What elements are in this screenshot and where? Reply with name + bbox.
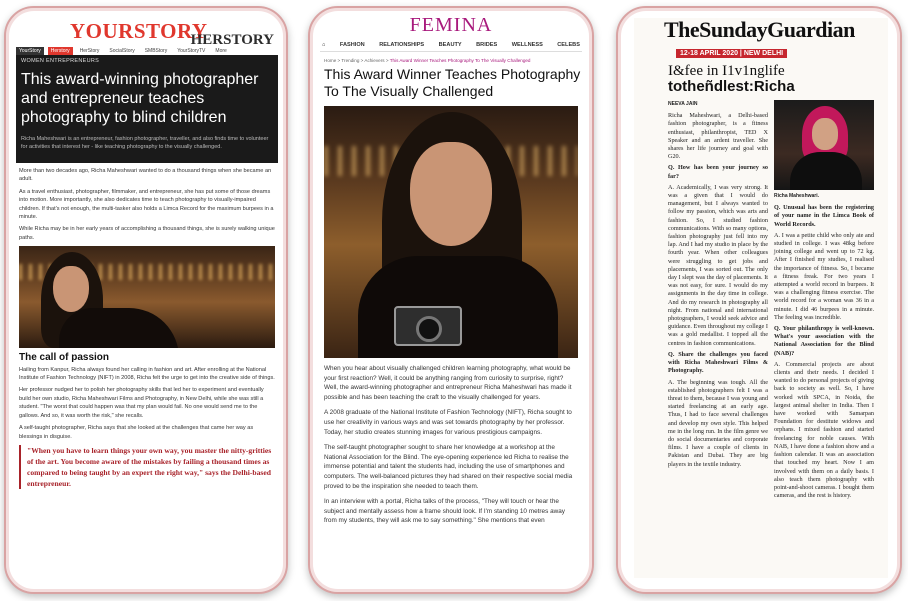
femina-logo[interactable]: FEMINA — [409, 14, 493, 36]
yourstory-hero — [16, 55, 278, 163]
femina-nav — [320, 38, 582, 52]
nav-item[interactable]: SocialStory — [109, 47, 135, 54]
article-subtitle: Richa Maheshwari is an entrepreneur, fashion photographer, traveller, and also finds time to volunteer for activities that interest her - like teaching photography to the visually challenged. — [21, 136, 269, 150]
paragraph: Hailing from Kanpur, Richa always found her calling in fashion and art. After enrolling at the National Institute of Fashion Technology (NIFT) in 2008, Richa felt the urge to get into the creative side of things. — [19, 366, 275, 382]
section-heading: The call of passion — [19, 352, 110, 364]
pull-quote: "When you have to learn things your own way, you master the nitty-gritties of the art. You become aware of the mistakes by failing a thousand times as compared to being taught by an expert the right way," says the Delhi-based entrepreneur. — [19, 445, 275, 489]
paragraph: As a travel enthusiast, photographer, filmmaker, and entrepreneur, she has put some of those dreams into motion. More importantly, she also dedicates time to teach photography to visually-impaired children. If that's not enough, the multi-tasker also holds a Limca Record for the maximum burpees in a minute. — [19, 188, 274, 221]
paragraph: The self-taught photographer sought to share her knowledge at a workshop at the National Association for the Blind. The eye-opening experience led Richa to realise the immense potential and talent the students had, including the use of smartphones and computers. The well-balanced pictures they had shared on their respective social media proved to be the inspiration she needed to teach them. — [324, 444, 573, 490]
femina-phone-frame — [308, 6, 594, 594]
nav-item[interactable]: RELATIONSHIPS — [379, 41, 425, 48]
intro-paragraph: Richa Maheshwari, a Delhi-based fashion photographer, is a fitness enthusiast, philanthropist, TED X Speaker and an ardent traveller. She shares her life journey and goal with G20. — [668, 112, 768, 161]
article-body — [320, 364, 582, 526]
yourstory-header — [16, 16, 278, 48]
breadcrumb: Home > Trending > Achievers > This Award Winner Teaches Photography To The Visually Challenged — [324, 58, 531, 63]
article-columns — [634, 94, 888, 503]
guardian-logo: TheSundayGuardian — [664, 18, 855, 42]
article-title: This Award Winner Teaches Photography To The Visually Challenged — [324, 66, 581, 99]
paragraph: A self-taught photographer, Richa says that she looked at the challenges that came her way as blessings in disguise. — [19, 425, 254, 440]
author-byline: NEEVA JAIN — [668, 101, 698, 107]
nav-item[interactable]: More — [215, 47, 227, 54]
category-label[interactable]: WOMEN ENTREPRENEURS — [21, 58, 100, 64]
yourstory-article[interactable] — [16, 16, 278, 578]
yourstory-phone-frame — [4, 6, 288, 594]
portrait-photo — [774, 100, 874, 190]
femina-article[interactable] — [320, 14, 582, 580]
paragraph: A 2008 graduate of the National Institute of Fashion Technology (NIFT), Richa sought to use her creativity in various ways and was set towards photography by her professor. Today, her studio creates stunning images for various prestigious campaigns. — [324, 409, 572, 436]
portrait-photo — [19, 246, 275, 348]
nav-item[interactable]: YourStory — [16, 47, 44, 55]
yourstory-logo[interactable]: YOURSTORY — [70, 19, 208, 43]
question: Q. Your philanthropy is well-known. What's your association with the National Association for the Blind (NAB)? — [774, 325, 874, 357]
paragraph: While Richa may be in her early years of accomplishing a thousand things, she is surely walking unique paths. — [19, 226, 275, 241]
nav-item[interactable]: YourStoryTV — [177, 47, 206, 54]
nav-item[interactable]: Herstory — [48, 47, 73, 55]
nav-item[interactable]: FASHION — [339, 41, 365, 48]
guardian-article[interactable] — [634, 18, 888, 578]
guardian-phone-frame — [616, 6, 902, 594]
breadcrumb-home[interactable]: Home — [324, 58, 337, 63]
breadcrumb-trending[interactable]: Trending — [341, 58, 360, 63]
issue-date: 12-18 APRIL 2020 | NEW DELHI — [676, 49, 787, 58]
paragraph: Her professor nudged her to polish her photography skills that led her to experiment and eventually build her own studio, Richa Maheshwari Films and Photography, in New Delhi, while she was still a student. "The worst that could happen was that my plan would fail. No one would send me to the gallows. And so, it was worth the risk," she recalls. — [19, 387, 264, 419]
answer: A. Academically, I was very strong. It was a given that I would do management, but I always wanted to follow my passion, which was arts and fashion. So, I studied fashion communications. With so many options, fashion photography just fell into my lap. And I had my studio in place by the fourth year. When other colleagues were struggling to get jobs and placements, I was sorted out. The only day I slept was the day of placements. It was not easy, for sure. I would do my assignments in the day time in college. And do my research in photography all night. From national and international photographers, I would seek advice and guidance. Even throughout my college I was a gold medallist. I topped all the centres in fashion communications. — [668, 183, 768, 347]
paragraph: When you hear about visually challenged children learning photography, what would be your first reaction? Well, it could be anything ranging from curiosity to surprise, right? Well, the award-winning photographer and entrepreneur Richa Maheshwari has made it possible and has been teaching the craft to the visually challenged for years. — [324, 365, 572, 401]
column-right — [774, 100, 874, 503]
answer: A. I was a petite child who only ate and studied in college. I was 48kg before joining college and went up to 72 kg. After I finished my studies, I realised the importance of fitness. So, I became a fitness freak. For two years I attempted a world record in burpees. It was a challenging fitness exercise. The world record for a woman was 36 in a minute. I did 46 burpees in a minute. The feeling was incredible. — [774, 231, 874, 321]
home-icon[interactable]: ⌂ — [322, 41, 326, 48]
column-left — [668, 100, 768, 503]
herstory-logo[interactable]: HERSTORY — [190, 32, 274, 48]
headline-line-1: I&fee in I1v1nglife — [668, 63, 785, 79]
article-headline — [634, 64, 888, 94]
question: Q. Share the challenges you faced with Richa Maheshwari Films & Photography. — [668, 350, 768, 375]
nav-item[interactable]: BRIDES — [476, 41, 498, 48]
question: Q. Unusual has been the registering of your name in the Limca Book of World Records. — [774, 204, 874, 228]
nav-item[interactable]: CELEBS — [557, 41, 580, 48]
paragraph: In an interview with a portal, Richa talks of the process, "They will touch or hear the subject and mentally assess how a frame should look. If I'm standing 10 metres away from my students, they will ask me to say something." She mentions that even — [324, 498, 565, 525]
headline-line-2: totheñdlest:Richa — [668, 78, 795, 95]
answer: A. The beginning was tough. All the established photographers felt I was a threat to them, because I was young and started freelancing at an early age. Thus, I had to face several challenges and develop my own style. This helped me in the long run. In the film genre we do social documentaries and corporate films. I have a couple of clients in Pakistan and Dubai. They are big players in the textile industry. — [668, 378, 768, 468]
breadcrumb-current: This Award Winner Teaches Photography To The Visually Challenged — [389, 58, 531, 63]
paragraph: More than two decades ago, Richa Maheshwari wanted to do a thousand things when she became an adult. — [19, 168, 272, 183]
nav-item[interactable]: SMBStory — [144, 47, 168, 54]
article-title: This award-winning photographer and entrepreneur teaches photography to blind children — [21, 71, 259, 126]
nav-item[interactable]: WELLNESS — [511, 41, 543, 48]
question: Q. How has been your journey so far? — [668, 164, 768, 180]
article-body — [16, 163, 278, 489]
nav-item[interactable]: HerStory — [79, 47, 100, 54]
nav-item[interactable]: BEAUTY — [438, 41, 462, 48]
breadcrumb-achievers[interactable]: Achievers — [364, 58, 385, 63]
portrait-with-camera-photo — [324, 106, 578, 358]
photo-caption: Richa Maheshwari. — [774, 193, 820, 199]
answer: A. Commercial projects are about clients and their needs. I decided I wanted to do personal projects of giving back to society as well. So, I have worked with SPCA, in Noida, the largest animal shelter in India. Then I have worked with Samarpan Foundation for destitute widows and orphans. I mixed fashion and started freelancing for noble causes. With NAB, I have done a fashion show and a fashion calendar. It was an association that touched my heart. Now I am involved with them on a daily basis. I also teach them photography with point-and-shoot cameras. I bought them cameras, and the rest is history. — [774, 360, 874, 500]
